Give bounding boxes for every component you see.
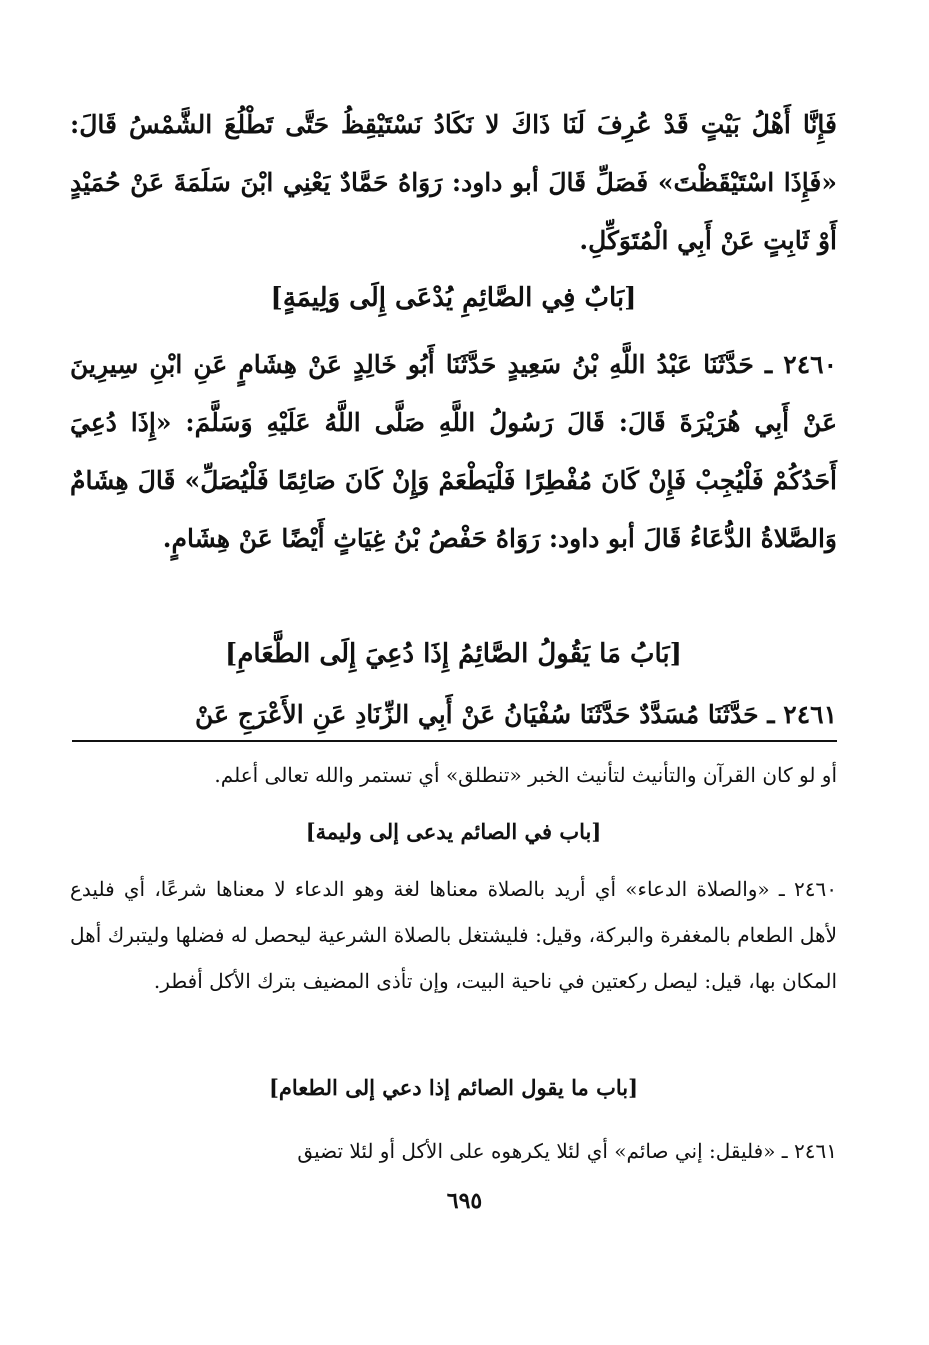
page-number: ٦٩٥ (446, 1188, 483, 1214)
commentary-chapter-heading-2: [باب ما يقول الصائم إذا دعي إلى الطعام] (268, 1075, 639, 1100)
commentary-note-2461: ٢٤٦١ ـ «فليقل: إني صائم» أي لئلا يكرهوه على الأكل أو لئلا تضيق (297, 1139, 837, 1163)
hadith-2461: ٢٤٦١ ـ حَدَّثَنَا مُسَدَّدٌ حَدَّثَنَا سُفْيَانُ عَنْ أَبِي الزِّنَادِ عَنِ الأَعْرَجِ عَنْ (195, 700, 837, 729)
commentary-note-2460: ٢٤٦٠ ـ «والصلاة الدعاء» أي أريد بالصلاة معناها لغة وهو الدعاء لا معناها شرعًا، أي فليدع لأهل الطعام بالمغفرة والبركة، وقيل: فليشتغل بالصلاة الشرعية ليحصل له فضلها وليتبرك أهل المكان بها، قيل: ليصل ركعتين في ناحية البيت، وإن تأذى المضيف بترك الأكل أفطر. (70, 877, 837, 993)
footnote-divider (72, 740, 837, 742)
commentary-section (70, 752, 837, 1174)
chapter-heading-fasting-invited-to-feast: [بَابٌ فِي الصَّائِمِ يُدْعَى إِلَى وَلِيمَةٍ] (270, 283, 637, 313)
chapter-heading-what-fasting-person-says: [بَابُ مَا يَقُولُ الصَّائِمُ إِذَا دُعِيَ إِلَى الطَّعَامِ] (225, 639, 682, 669)
commentary-chapter-heading-1: [باب في الصائم يدعى إلى وليمة] (305, 819, 602, 844)
main-text (70, 96, 837, 744)
hadith-2460: ٢٤٦٠ ـ حَدَّثَنَا عَبْدُ اللَّهِ بْنُ سَعِيدٍ حَدَّثَنَا أَبُو خَالِدٍ عَنْ هِشَامٍ عَنِ ابْنِ سِيرِينَ عَنْ أَبِي هُرَيْرَةَ قَالَ: قَالَ رَسُولُ اللَّهِ صَلَّى اللَّهُ عَلَيْهِ وَسَلَّمَ: «إِذَا دُعِيَ أَحَدُكُمْ فَلْيُجِبْ فَإِنْ كَانَ مُفْطِرًا فَلْيَطْعَمْ وَإِنْ كَانَ صَائِمًا فَلْيُصَلِّ» قَالَ هِشَامٌ وَالصَّلاةُ الدُّعَاءُ قَالَ أبو داود: رَوَاهُ حَفْصُ بْنُ غِيَاثٍ أَيْضًا عَنْ هِشَامٍ. (70, 350, 837, 553)
commentary-note-1: أو لو كان القرآن والتأنيث لتأنيث الخبر «تنطلق» أي تستمر والله تعالى أعلم. (214, 763, 837, 787)
hadith-text-continued: فَإِنَّا أَهْلُ بَيْتٍ قَدْ عُرِفَ لَنَا ذَاكَ لا نَكَادُ نَسْتَيْقِظُ حَتَّى تَطْلُعَ الشَّمْسُ قَالَ: «فَإِذَا اسْتَيْقَظْتَ» فَصَلِّ قَالَ أبو داود: رَوَاهُ حَمَّادٌ يَعْنِي ابْنَ سَلَمَةَ عَنْ حُمَيْدٍ أَوْ ثَابِتٍ عَنْ أَبِي الْمُتَوَكِّلِ. (70, 110, 837, 255)
